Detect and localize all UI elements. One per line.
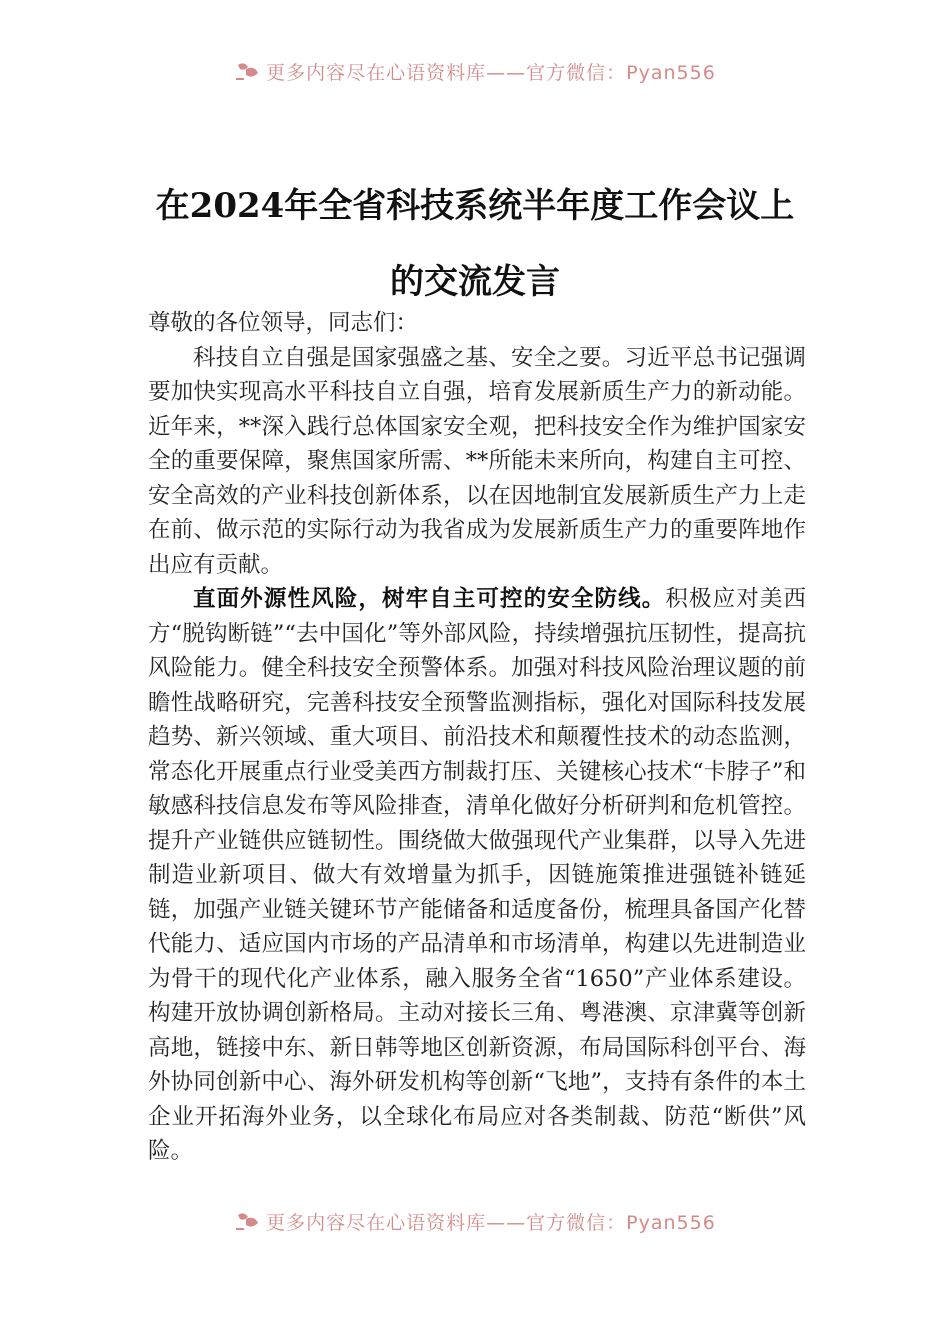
document-body: [148, 306, 806, 1169]
watermark-banner-top: [0, 56, 950, 86]
title-line-2: 的交流发言: [390, 262, 560, 302]
document-title: [100, 168, 850, 320]
paragraph-1: 科技自立自强是国家强盛之基、安全之要。习近平总书记强调要加快实现高水平科技自立自强，培育发展新质生产力的新动能。近年来，**深入践行总体国家安全观，把科技安全作为维护国家安全的重要保障，聚焦国家所需、**所能未来所向，构建自主可控、安全高效的产业科技创新体系，以在因地制宜发展新质生产力上走在前、做示范的实际行动为我省成为发展新质生产力的重要阵地作出应有贡献。: [148, 344, 806, 578]
watermark-text: 更多内容尽在心语资料库——官方微信：Pyan556: [266, 61, 716, 84]
watermark-logo-icon: [234, 1209, 262, 1233]
greeting: 尊敬的各位领导，同志们：: [148, 310, 419, 336]
watermark-logo-icon: [234, 59, 262, 83]
watermark-text: 更多内容尽在心语资料库——官方微信：Pyan556: [266, 1211, 716, 1234]
paragraph-2: [148, 582, 806, 1169]
title-line-1: 在2024年全省科技系统半年度工作会议上: [155, 186, 795, 226]
paragraph-2-lead: 直面外源性风险，树牢自主可控的安全防线。: [193, 586, 666, 612]
paragraph-2-body: 积极应对美西方“脱钩断链”“去中国化”等外部风险，持续增强抗压韧性，提高抗风险能力。健全科技安全预警体系。加强对科技风险治理议题的前瞻性战略研究，完善科技安全预警监测指标，强化对国际科技发展趋势、新兴领域、重大项目、前沿技术和颠覆性技术的动态监测，常态化开展重点行业受美西方制裁打压、关键核心技术“卡脖子”和敏感科技信息发布等风险排查，清单化做好分析研判和危机管控。提升产业链供应链韧性。围绕做大做强现代产业集群，以导入先进制造业新项目、做大有效增量为抓手，因链施策推进强链补链延链，加强产业链关键环节产能储备和适度备份，梳理具备国产化替代能力、适应国内市场的产品清单和市场清单，构建以先进制造业为骨干的现代化产业体系，融入服务全省“1650”产业体系建设。构建开放协调创新格局。主动对接长三角、粤港澳、京津冀等创新高地，链接中东、新日韩等地区创新资源，布局国际科创平台、海外协同创新中心、海外研发机构等创新“飞地”，支持有条件的本土企业开拓海外业务，以全球化布局应对各类制裁、防范“断供”风险。: [148, 586, 806, 1164]
watermark-banner-bottom: [0, 1206, 950, 1236]
